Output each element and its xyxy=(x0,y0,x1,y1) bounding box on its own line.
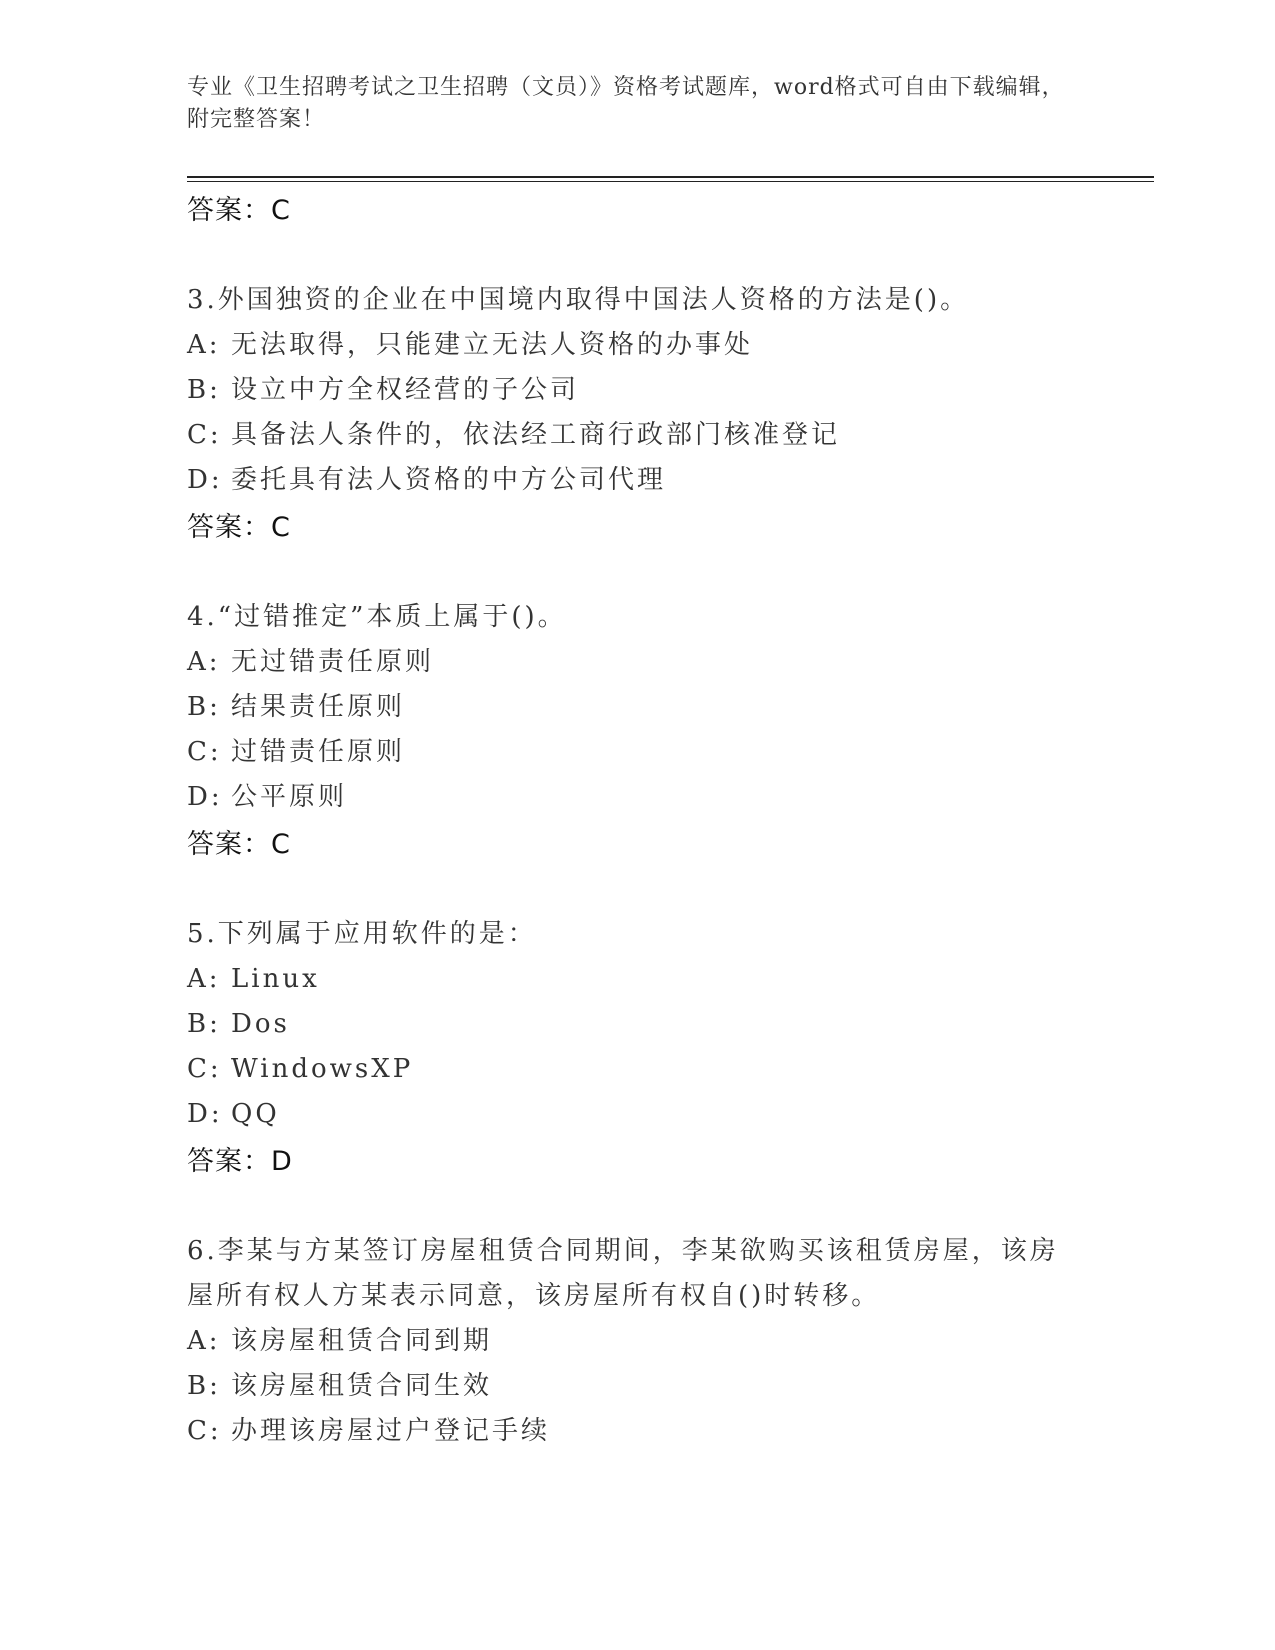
option-text: 该房屋租赁合同生效 xyxy=(231,1371,493,1401)
option-c xyxy=(187,730,1087,775)
question-title: 4.“过错推定”本质上属于()。 xyxy=(187,602,567,632)
option-c xyxy=(187,413,1087,458)
option-label: B: xyxy=(187,1009,221,1039)
option-text: 公平原则 xyxy=(231,782,348,812)
option-text: 该房屋租赁合同到期 xyxy=(231,1326,493,1356)
question-list xyxy=(187,186,1087,1454)
option-label: D: xyxy=(187,782,223,812)
option-text: Dos xyxy=(231,1009,290,1039)
option-b xyxy=(187,368,1087,413)
option-text: 办理该房屋过户登记手续 xyxy=(231,1416,551,1446)
answer-line: 答案：D xyxy=(187,1146,293,1177)
option-label: A: xyxy=(187,1326,221,1356)
option-text: 无法取得，只能建立无法人资格的办事处 xyxy=(231,330,754,360)
question-3 xyxy=(187,278,1087,553)
option-b xyxy=(187,1364,1087,1409)
option-text: 委托具有法人资格的中方公司代理 xyxy=(231,465,667,495)
option-label: C: xyxy=(187,420,222,450)
question-4 xyxy=(187,595,1087,870)
question-5 xyxy=(187,912,1087,1187)
question-title: 5.下列属于应用软件的是： xyxy=(187,919,537,949)
option-label: C: xyxy=(187,1054,222,1084)
option-label: B: xyxy=(187,692,221,722)
option-label: B: xyxy=(187,1371,221,1401)
option-text: Linux xyxy=(231,964,320,994)
document-header: 专业《卫生招聘考试之卫生招聘（文员）》资格考试题库，word格式可自由下载编辑，附完整答案！ xyxy=(187,75,1065,132)
option-label: B: xyxy=(187,375,221,405)
option-a xyxy=(187,323,1087,368)
header-divider-thick xyxy=(187,176,1154,178)
option-d xyxy=(187,1092,1087,1137)
header-divider-thin xyxy=(187,181,1154,182)
option-text: QQ xyxy=(231,1099,280,1129)
option-d xyxy=(187,775,1087,820)
option-label: D: xyxy=(187,1099,223,1129)
option-text: 设立中方全权经营的子公司 xyxy=(231,375,580,405)
option-label: A: xyxy=(187,330,221,360)
answer-line: 答案：C xyxy=(187,195,291,226)
option-text: 具备法人条件的，依法经工商行政部门核准登记 xyxy=(231,420,841,450)
answer-line: 答案：C xyxy=(187,829,291,860)
option-a xyxy=(187,640,1087,685)
option-text: WindowsXP xyxy=(231,1054,414,1084)
option-a xyxy=(187,957,1087,1002)
question-title: 6.李某与方某签订房屋租赁合同期间，李某欲购买该租赁房屋，该房屋所有权人方某表示同意，该房屋所有权自()时转移。 xyxy=(187,1236,1059,1311)
option-b xyxy=(187,1002,1087,1047)
option-c xyxy=(187,1409,1087,1454)
option-text: 结果责任原则 xyxy=(231,692,406,722)
option-d xyxy=(187,458,1087,503)
option-a xyxy=(187,1319,1087,1364)
option-text: 过错责任原则 xyxy=(231,737,406,767)
option-text: 无过错责任原则 xyxy=(231,647,435,677)
question-title: 3.外国独资的企业在中国境内取得中国法人资格的方法是()。 xyxy=(187,285,970,315)
option-label: C: xyxy=(187,737,222,767)
option-b xyxy=(187,685,1087,730)
option-label: D: xyxy=(187,465,223,495)
answer-line: 答案：C xyxy=(187,512,291,543)
option-c xyxy=(187,1047,1087,1092)
question-6 xyxy=(187,1229,1087,1454)
option-label: A: xyxy=(187,964,221,994)
option-label: C: xyxy=(187,1416,222,1446)
option-label: A: xyxy=(187,647,221,677)
